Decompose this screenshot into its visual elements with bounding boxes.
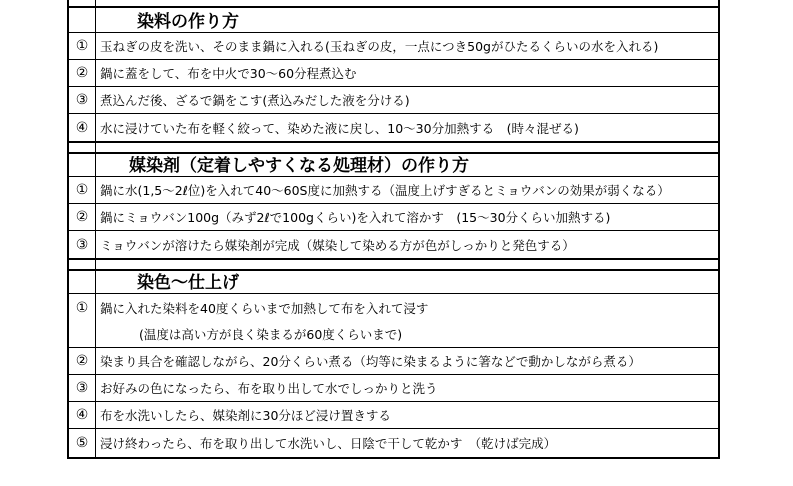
step-text: 鍋に入れた染料を40度くらいまで加熱して布を入れて浸す <box>100 300 429 316</box>
step-text: 水に浸けていた布を軽く絞って、染めた液に戻し、10～30分加熱する (時々混ぜる) <box>100 120 579 136</box>
step-number: ④ <box>75 407 89 423</box>
section-mordant-header <box>69 150 718 177</box>
step-text: 布を水洗いしたら、媒染剤に30分ほど浸け置きする <box>100 408 391 423</box>
step-text: 鍋に蓋をして、布を中火で30～60分程煮込む <box>100 66 357 81</box>
list-item <box>69 204 718 231</box>
list-item <box>69 231 718 258</box>
step-number: ① <box>75 299 89 316</box>
section-dyeing-title: 染色～仕上げ <box>137 272 239 293</box>
section-dyeing-header <box>69 267 718 294</box>
step-number: ① <box>75 182 89 198</box>
step-text: 染まり具合を確認しながら、20分くらい煮る（均等に染まるように箸などで動かしながら煮る） <box>100 354 641 369</box>
step-number: ② <box>75 65 89 81</box>
list-item <box>69 348 718 375</box>
step-text: 鍋にミョウバン100g（みず2ℓで100gくらい)を入れて溶かす (15～30分くらい加熱する) <box>100 210 611 225</box>
step-note: (温度は高い方が良く染まるが60度くらいまで) <box>139 327 403 342</box>
step-text: お好みの色になったら、布を取り出して水でしっかりと洗う <box>100 381 438 396</box>
step-number: ④ <box>75 119 89 136</box>
section-dye-title: 染料の作り方 <box>137 11 239 32</box>
step-number: ② <box>75 209 89 225</box>
step-text: 浸け終わったら、布を取り出して水洗いし、日陰で干して乾かす （乾けば完成） <box>100 436 557 451</box>
list-item <box>69 177 718 204</box>
step-text: 玉ねぎの皮を洗い、そのまま鍋に入れる(玉ねぎの皮，一点につき50gがひたるくらいの水を入れる) <box>100 39 659 54</box>
step-number: ② <box>75 353 89 369</box>
step-number: ⑤ <box>75 435 89 451</box>
list-item <box>69 294 718 321</box>
procedure-table <box>67 0 720 459</box>
section-dye-header <box>69 6 718 33</box>
step-text: ミョウバンが溶けたら媒染剤が完成（媒染して染める方が色がしっかりと発色する） <box>100 237 575 253</box>
list-item-note <box>69 321 718 348</box>
step-number: ① <box>75 38 89 54</box>
list-item <box>69 375 718 402</box>
list-item <box>69 429 718 457</box>
section-mordant-title: 媒染剤（定着しやすくなる処理材）の作り方 <box>129 155 469 176</box>
list-item <box>69 33 718 60</box>
step-number: ③ <box>75 380 89 396</box>
step-text: 鍋に水(1,5～2ℓ位)を入れて40～60S度に加熱する（温度上げすぎるとミョウバンの効果が弱くなる） <box>100 183 670 198</box>
list-item <box>69 402 718 429</box>
list-item <box>69 87 718 114</box>
list-item <box>69 114 718 141</box>
step-text: 煮込んだ後、ざるで鍋をこす(煮込みだした液を分ける) <box>100 93 410 108</box>
list-item <box>69 60 718 87</box>
step-number: ③ <box>75 236 89 253</box>
step-number: ③ <box>75 92 89 108</box>
